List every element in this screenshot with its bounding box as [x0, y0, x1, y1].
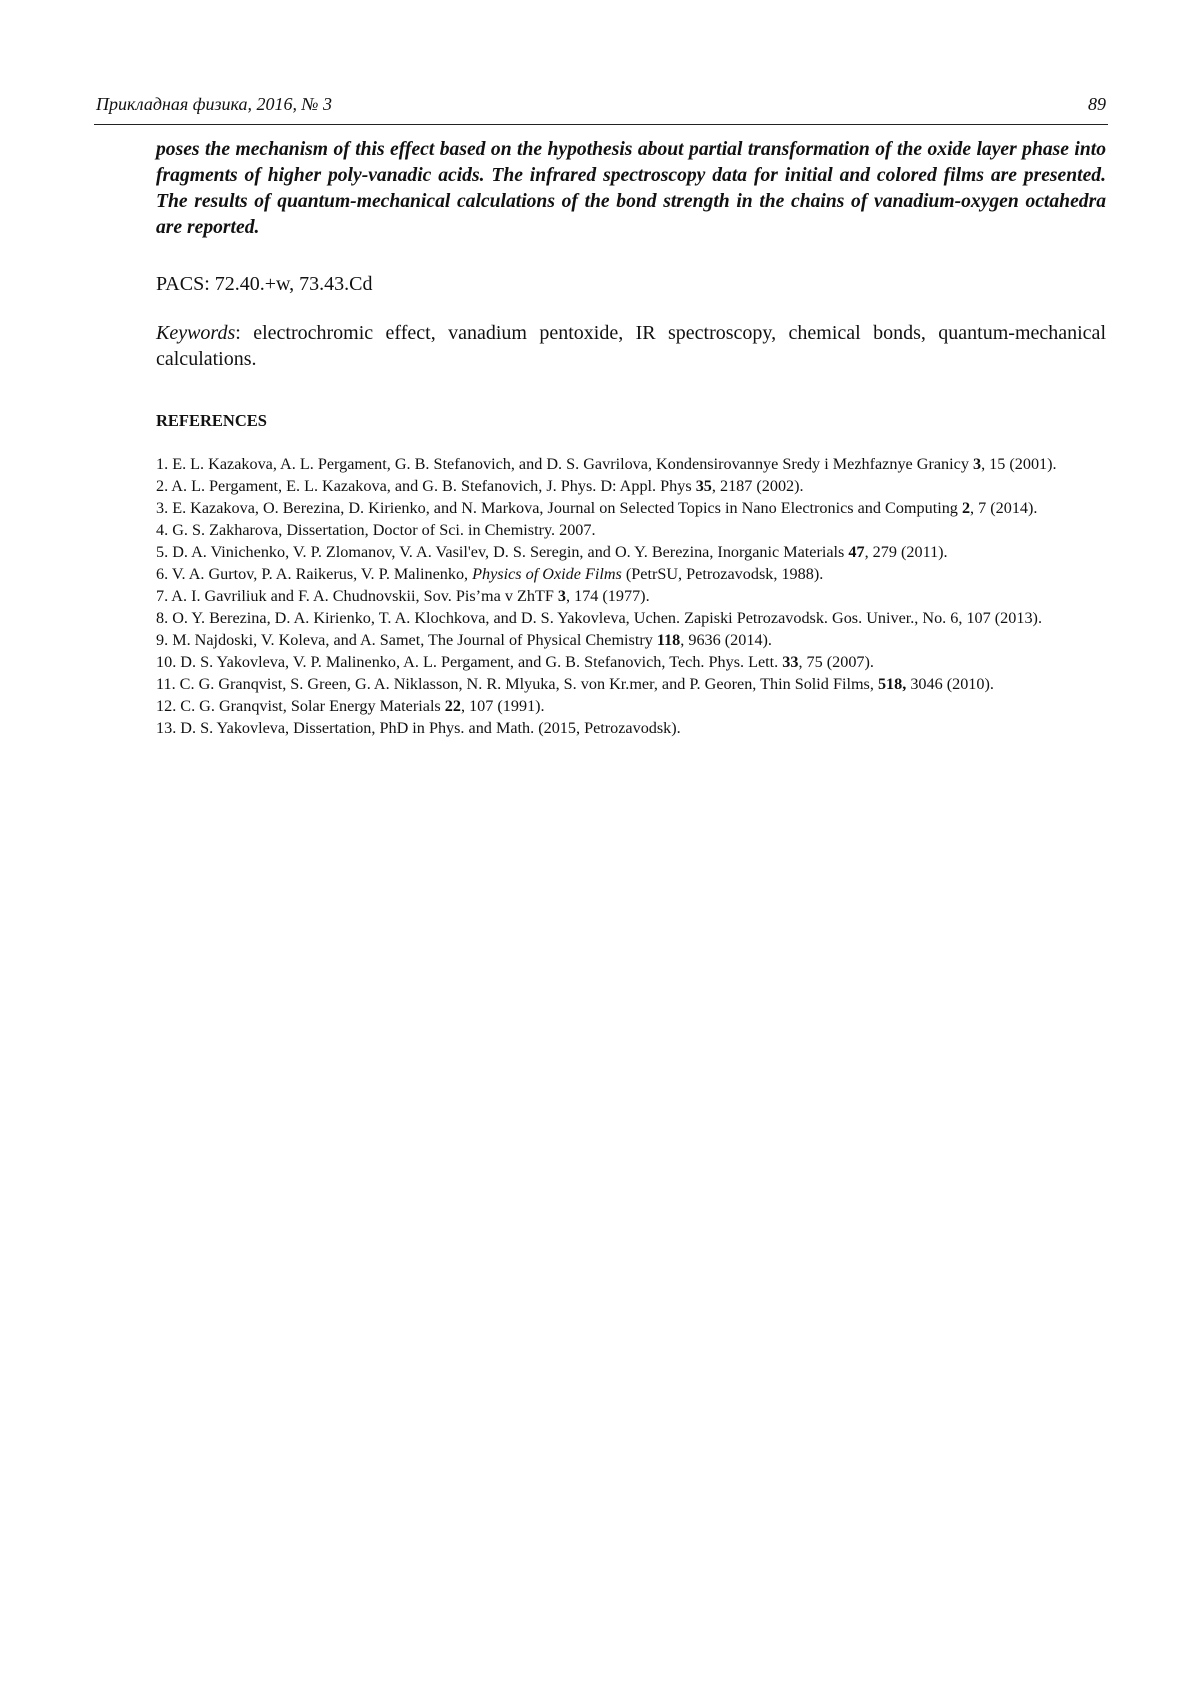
reference-item — [156, 497, 1106, 519]
reference-segment: , 279 (2011). — [864, 543, 948, 561]
reference-segment: 2 — [961, 499, 971, 517]
reference-item — [156, 563, 1106, 585]
reference-item — [156, 695, 1106, 717]
reference-segment: 11. C. G. Granqvist, S. Green, G. A. Niklasson, N. R. Mlyuka, S. von Kr.mer, and P. Georen, Thin Solid Films, — [156, 675, 878, 693]
keywords — [156, 320, 1106, 372]
reference-item — [156, 453, 1106, 475]
reference-segment: 4. G. S. Zakharova, Dissertation, Doctor of Sci. in Chemistry. 2007. — [156, 521, 596, 539]
references-list — [156, 453, 1106, 739]
reference-segment: (PetrSU, Petrozavodsk, 1988). — [621, 565, 824, 583]
reference-segment: 1. E. L. Kazakova, A. L. Pergament, G. B. Stefanovich, and D. S. Gavrilova, Kondensirovannye Sredy i Mezhfaznye Granicy — [156, 455, 973, 473]
page-number: 89 — [1088, 94, 1106, 114]
reference-item — [156, 629, 1106, 651]
reference-segment: 22 — [444, 697, 461, 715]
reference-segment: 47 — [848, 543, 865, 561]
reference-segment: , 15 (2001). — [981, 455, 1057, 473]
reference-item — [156, 651, 1106, 673]
reference-segment: , 7 (2014). — [970, 499, 1038, 517]
reference-segment: 5. D. A. Vinichenko, V. P. Zlomanov, V. A. Vasil'ev, D. S. Seregin, and O. Y. Berezina, Inorganic Materials — [156, 543, 849, 561]
reference-item — [156, 607, 1106, 629]
reference-segment: 12. C. G. Granqvist, Solar Energy Materials — [156, 697, 445, 715]
reference-segment: 35 — [695, 477, 712, 495]
running-header — [96, 93, 1106, 115]
reference-segment: , 107 (1991). — [460, 697, 545, 715]
reference-segment: 6. V. A. Gurtov, P. A. Raikerus, V. P. Malinenko, — [156, 565, 473, 583]
references-heading: REFERENCES — [156, 411, 267, 430]
reference-item — [156, 717, 1106, 739]
reference-segment: 2. A. L. Pergament, E. L. Kazakova, and G. B. Stefanovich, J. Phys. D: Appl. Phys — [156, 477, 696, 495]
reference-segment: 3. E. Kazakova, O. Berezina, D. Kirienko, and N. Markova, Journal on Selected Topics in Nano Electronics and Computing — [156, 499, 962, 517]
pacs-codes: PACS: 72.40.+w, 73.43.Cd — [156, 273, 373, 295]
reference-segment: 9. M. Najdoski, V. Koleva, and A. Samet, The Journal of Physical Chemistry — [156, 631, 657, 649]
reference-segment: 10. D. S. Yakovleva, V. P. Malinenko, A. L. Pergament, and G. B. Stefanovich, Tech. Phys. Lett. — [156, 653, 783, 671]
keywords-text: : electrochromic effect, vanadium pentoxide, IR spectroscopy, chemical bonds, quantum-mechanical calculations. — [156, 322, 1106, 370]
article-body — [156, 137, 1106, 739]
reference-segment: 8. O. Y. Berezina, D. A. Kirienko, T. A. Klochkova, and D. S. Yakovleva, Uchen. Zapiski Petrozavodsk. Gos. Univer., No. 6, 107 (2013). — [156, 609, 1042, 627]
reference-segment: , 75 (2007). — [798, 653, 874, 671]
reference-segment: 7. A. I. Gavriliuk and F. A. Chudnovskii, Sov. Pis’ma v ZhTF — [156, 587, 558, 605]
reference-segment: 118 — [656, 631, 681, 649]
reference-segment: , 9636 (2014). — [680, 631, 772, 649]
header-divider — [94, 124, 1108, 125]
reference-item — [156, 673, 1106, 695]
reference-segment: Physics of Oxide Films — [472, 565, 622, 583]
abstract-text: poses the mechanism of this effect based on the hypothesis about partial transformation of the oxide layer phase into fragments of higher poly-vanadic acids. The infrared spectroscopy data for initial and colored films are presented. The results of quantum-mechanical calculations of the bond strength in the chains of vanadium-oxygen octahedra are reported. — [156, 139, 1106, 238]
reference-segment: , 2187 (2002). — [711, 477, 804, 495]
reference-segment: , 174 (1977). — [566, 587, 650, 605]
journal-title: Прикладная физика, 2016, № 3 — [96, 94, 332, 114]
reference-item — [156, 541, 1106, 563]
reference-segment: 33 — [782, 653, 799, 671]
reference-item — [156, 585, 1106, 607]
reference-segment: 3046 (2010). — [906, 675, 994, 693]
reference-item — [156, 475, 1106, 497]
reference-segment: 3 — [972, 455, 982, 473]
keywords-label: Keywords — [156, 322, 236, 344]
reference-segment: 518, — [877, 675, 907, 693]
reference-segment: 3 — [557, 587, 566, 605]
reference-segment: 13. D. S. Yakovleva, Dissertation, PhD in Phys. and Math. (2015, Petrozavodsk). — [156, 719, 681, 737]
reference-item — [156, 519, 1106, 541]
